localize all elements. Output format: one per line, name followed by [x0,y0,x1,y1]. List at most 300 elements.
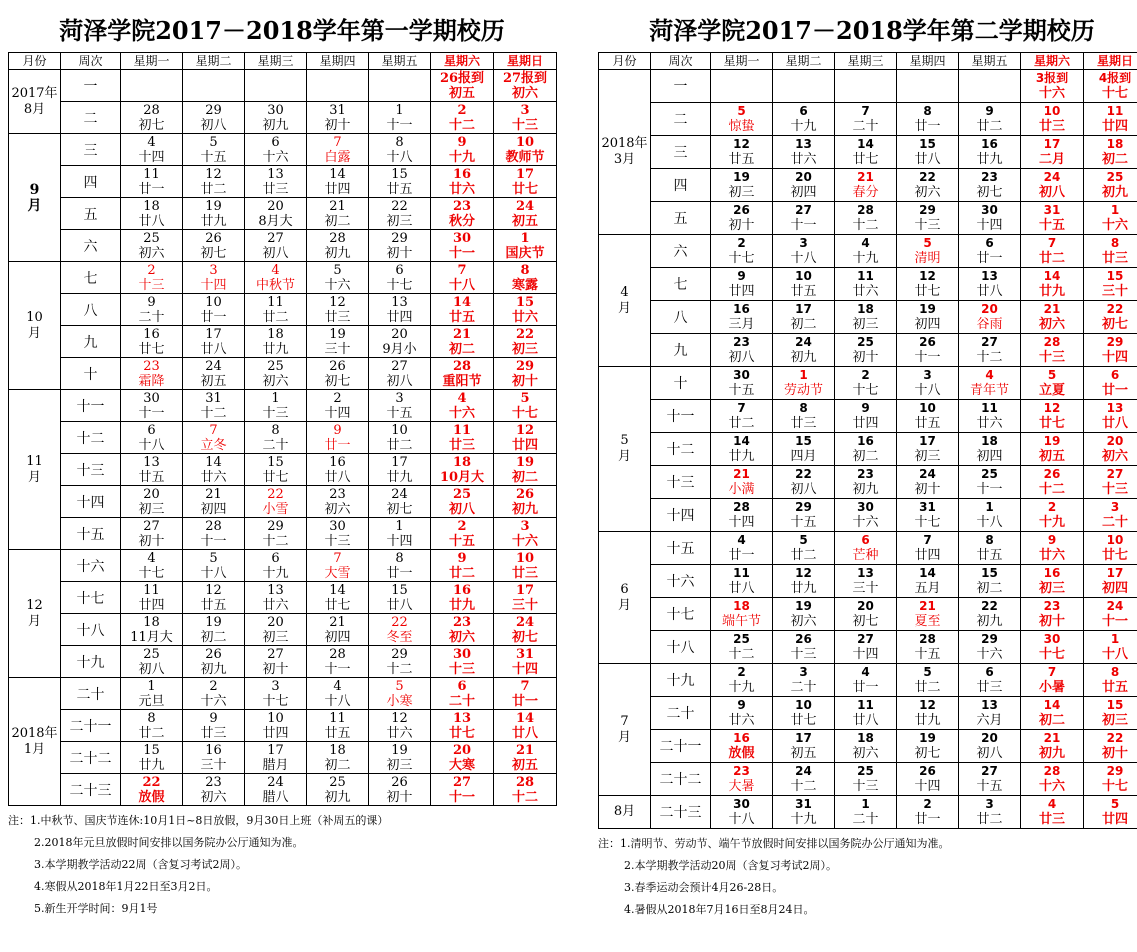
day-date: 6 [1110,368,1120,382]
day-date: 8 [1110,236,1120,250]
week-row [599,532,1137,565]
day-date: 22 [795,467,812,481]
month-cell: 8月 [599,796,651,829]
day-date: 16 [857,434,874,448]
day-date: 28 [329,230,346,246]
day-cell [773,499,835,532]
day-date: 19 [391,742,408,758]
week-number: 十三 [651,466,711,499]
day-date: 17 [391,454,408,470]
day-lunar: 初九 [324,789,351,805]
day-cell [835,433,897,466]
week-row [599,301,1137,334]
column-header: 星期二 [773,53,835,70]
day-cell [369,326,431,358]
day-cell [494,614,557,646]
day-date: 15 [1106,698,1124,712]
day-cell [959,730,1021,763]
day-lunar: 廿三 [790,416,817,431]
day-lunar: 廿四 [728,284,755,299]
day-cell [494,166,557,198]
day-date: 17 [205,326,222,342]
week-row [599,433,1137,466]
day-lunar: 初三 [262,629,289,645]
day-date: 20 [267,198,284,214]
day-date: 15 [1106,269,1124,283]
day-cell [1021,268,1084,301]
day-cell [897,103,959,136]
day-date: 25 [981,467,998,481]
week-number: 十二 [61,422,121,454]
day-lunar: 廿一 [728,548,755,563]
day-date: 31 [515,646,535,662]
day-date: 15 [919,137,936,151]
week-row [9,678,557,710]
day-cell [897,598,959,631]
week-number: 十一 [61,390,121,422]
day-date: 14 [329,166,346,182]
day-cell [307,262,369,294]
day-cell [959,796,1021,829]
day-lunar: 十四 [976,218,1003,233]
week-row [599,466,1137,499]
day-cell [307,390,369,422]
day-date: 5 [520,390,530,406]
day-lunar: 十六 [262,149,289,165]
day-lunar: 十九 [790,812,817,827]
day-date: 1 [395,518,404,534]
day-date: 26报到 [439,70,485,86]
day-lunar: 初七 [200,245,227,261]
day-cell [959,664,1021,697]
week-row [9,390,557,422]
day-cell [1021,433,1084,466]
column-header: 星期五 [369,53,431,70]
day-lunar: 廿九 [976,152,1003,167]
day-lunar: 秋分 [448,213,475,229]
day-date: 25 [733,632,750,646]
day-lunar: 廿七 [448,725,475,741]
day-lunar: 初八 [728,350,755,365]
day-lunar: 三十 [852,581,879,596]
day-cell [183,102,245,134]
day-cell [1021,631,1084,664]
month-cell: 6 月 [599,532,651,664]
day-date: 14 [857,137,874,151]
day-cell [494,134,557,166]
day-cell [959,169,1021,202]
day-cell [307,134,369,166]
day-lunar: 三十 [200,757,227,773]
day-lunar: 十八 [1101,647,1128,662]
day-cell [369,358,431,390]
day-cell [835,796,897,829]
column-header: 星期三 [245,53,307,70]
day-lunar: 初四 [200,501,227,517]
day-date: 2 [737,665,746,679]
day-date: 17 [919,434,936,448]
day-date: 7 [333,134,342,150]
day-date: 8 [923,104,932,118]
day-cell [494,742,557,774]
day-lunar: 元旦 [138,693,165,709]
day-date: 3 [271,678,280,694]
day-date: 8 [985,533,994,547]
day-lunar: 初八 [386,373,413,389]
day-lunar: 初四 [1101,581,1128,596]
day-lunar: 腊八 [262,789,289,805]
day-date: 20 [1106,434,1124,448]
day-date: 16 [143,326,160,342]
day-cell [494,710,557,742]
week-number: 十七 [61,582,121,614]
day-lunar: 廿四 [262,725,289,741]
day-date: 26 [391,774,408,790]
day-date: 18 [452,454,472,470]
month-cell: 2017年 8月 [9,70,61,134]
day-date: 28 [1043,764,1061,778]
day-lunar: 8月大 [258,213,293,229]
day-lunar: 初六 [790,614,817,629]
day-lunar: 初九 [1038,746,1065,761]
day-cell [1021,565,1084,598]
day-date: 28 [452,358,472,374]
day-cell [431,262,494,294]
day-date: 14 [515,710,535,726]
day-date: 20 [981,731,998,745]
day-cell [1084,466,1137,499]
day-lunar: 初六 [262,373,289,389]
day-lunar: 十三 [790,647,817,662]
day-date: 20 [143,486,160,502]
day-date: 28 [143,102,160,118]
day-lunar: 青年节 [969,383,1009,398]
week-number: 十七 [651,598,711,631]
day-lunar: 初六 [324,501,351,517]
week-row [599,664,1137,697]
day-date: 15 [795,434,812,448]
day-date: 1 [861,797,870,811]
day-lunar: 初八 [448,501,475,517]
day-cell [773,235,835,268]
day-date: 8 [520,262,530,278]
day-lunar: 十一 [324,661,351,677]
day-lunar: 十一 [448,789,475,805]
week-number: 十六 [651,565,711,598]
day-lunar: 廿五 [914,416,941,431]
day-cell [835,466,897,499]
day-date: 1 [985,500,994,514]
day-lunar: 十二 [976,350,1003,365]
week-number: 十 [651,367,711,400]
day-date: 23 [733,764,750,778]
day-cell [711,532,773,565]
day-date: 11 [857,698,874,712]
day-cell [773,301,835,334]
day-cell [1021,796,1084,829]
day-date: 4 [147,134,156,150]
day-cell [121,710,183,742]
day-cell [245,518,307,550]
day-date: 28 [1043,335,1061,349]
day-lunar: 初四 [324,629,351,645]
day-cell [369,390,431,422]
day-cell [307,102,369,134]
day-lunar: 廿八 [914,152,941,167]
day-cell [183,582,245,614]
week-number: 五 [61,198,121,230]
day-date: 13 [795,137,812,151]
week-row [599,499,1137,532]
day-cell [121,678,183,710]
day-cell [494,550,557,582]
day-lunar: 十一 [914,350,941,365]
day-cell [711,136,773,169]
day-cell [897,565,959,598]
day-cell [183,70,245,102]
day-lunar: 十三 [914,218,941,233]
day-cell [1084,268,1137,301]
day-lunar: 廿六 [448,181,475,197]
day-lunar: 廿二 [138,725,165,741]
day-cell [1084,169,1137,202]
week-number: 四 [61,166,121,198]
day-cell [307,710,369,742]
day-date: 17 [795,302,812,316]
day-cell [121,550,183,582]
day-cell [959,136,1021,169]
week-row [9,198,557,230]
day-date: 12 [919,269,936,283]
day-lunar: 廿八 [324,469,351,485]
day-date: 25 [143,646,160,662]
week-row [9,262,557,294]
day-lunar: 廿七 [324,597,351,613]
day-cell [1084,697,1137,730]
day-cell [431,646,494,678]
day-lunar: 初四 [790,185,817,200]
day-lunar: 初九 [976,614,1003,629]
day-cell [711,202,773,235]
day-cell [121,646,183,678]
day-date: 21 [1043,731,1061,745]
day-lunar: 廿八 [728,581,755,596]
day-cell [959,763,1021,796]
day-lunar: 十五 [200,149,227,165]
day-cell [897,268,959,301]
day-lunar: 十七 [138,565,165,581]
day-date: 28 [329,646,346,662]
day-date: 9 [985,104,994,118]
day-lunar: 初五 [200,373,227,389]
day-date: 19 [205,614,222,630]
day-date: 24 [795,335,812,349]
day-date: 26 [205,230,222,246]
day-date: 10 [795,269,812,283]
day-lunar: 初八 [976,746,1003,761]
week-row [9,614,557,646]
week-number: 十三 [61,454,121,486]
day-cell [711,334,773,367]
day-lunar: 十四 [386,533,413,549]
day-lunar: 十六 [511,533,538,549]
day-cell [183,390,245,422]
day-cell [773,598,835,631]
day-cell [245,166,307,198]
day-cell [959,631,1021,664]
month-cell: 7 月 [599,664,651,796]
day-cell [121,198,183,230]
day-lunar: 十一 [976,482,1003,497]
day-date: 12 [795,566,812,580]
column-header: 星期日 [494,53,557,70]
day-date: 17 [795,731,812,745]
day-cell [431,102,494,134]
day-cell [773,466,835,499]
day-date: 27 [267,646,284,662]
day-lunar: 十八 [200,565,227,581]
day-cell [711,565,773,598]
day-lunar: 十九 [262,565,289,581]
day-lunar: 廿二 [1038,251,1065,266]
day-date: 5 [395,678,404,694]
day-cell [711,631,773,664]
day-date: 24 [1106,599,1124,613]
day-cell [897,400,959,433]
day-lunar: 十三 [1038,350,1065,365]
day-date: 6 [985,236,994,250]
week-number: 十九 [651,664,711,697]
day-date: 1 [271,390,280,406]
day-lunar: 廿一 [200,309,227,325]
week-number: 二十 [61,678,121,710]
day-lunar: 廿八 [976,284,1003,299]
day-cell [183,518,245,550]
day-cell [1021,301,1084,334]
day-date: 2 [209,678,218,694]
day-date: 6 [147,422,156,438]
day-lunar: 十三 [511,117,538,133]
day-cell [959,235,1021,268]
day-lunar: 初五 [1038,449,1065,464]
day-cell [773,433,835,466]
day-date: 16 [1043,566,1061,580]
day-cell [431,454,494,486]
day-date: 25 [1106,170,1124,184]
day-lunar: 廿三 [262,181,289,197]
column-header: 星期一 [121,53,183,70]
day-cell [1021,664,1084,697]
day-lunar: 十二 [852,218,879,233]
day-date: 2 [457,102,467,118]
day-lunar: 初七 [914,746,941,761]
day-date: 31 [795,797,812,811]
day-date: 3 [923,368,932,382]
day-cell [494,294,557,326]
day-lunar: 十八 [138,437,165,453]
day-cell [369,134,431,166]
day-date: 29 [391,646,408,662]
day-cell [835,730,897,763]
day-cell [773,763,835,796]
day-lunar: 廿四 [914,548,941,563]
day-cell [773,631,835,664]
day-date: 21 [515,742,535,758]
day-cell [431,710,494,742]
day-cell [245,294,307,326]
day-lunar: 初四 [914,317,941,332]
day-date: 11 [329,710,346,726]
day-date: 28 [205,518,222,534]
day-cell [959,565,1021,598]
day-lunar: 初十 [386,245,413,261]
day-date: 14 [919,566,936,580]
day-lunar: 十七 [511,405,538,421]
week-number: 十二 [651,433,711,466]
day-cell [245,774,307,806]
day-cell [183,422,245,454]
day-cell [773,202,835,235]
day-date: 22 [391,614,408,630]
day-cell [245,230,307,262]
header-row [9,53,557,70]
day-date: 20 [795,170,812,184]
day-date: 5 [737,104,746,118]
day-lunar: 放假 [728,746,755,761]
day-cell [897,136,959,169]
day-cell [711,730,773,763]
day-date: 4 [985,368,994,382]
day-lunar: 初三 [852,317,879,332]
day-date: 27 [452,774,472,790]
day-lunar: 初十 [262,661,289,677]
note-line: 2.2018年元旦放假时间安排以国务院办公厅通知为准。 [34,836,304,849]
day-lunar: 十三 [1101,482,1128,497]
week-number: 十四 [61,486,121,518]
day-lunar: 十七 [262,693,289,709]
day-lunar: 廿二 [448,565,475,581]
day-lunar: 十四 [200,277,227,293]
day-lunar: 十二 [511,789,538,805]
day-lunar: 廿一 [138,181,165,197]
day-lunar: 大雪 [324,565,351,581]
column-header: 星期五 [959,53,1021,70]
day-date: 11 [981,401,998,415]
day-date: 19 [795,599,812,613]
day-lunar: 廿八 [138,213,165,229]
day-cell [245,262,307,294]
day-cell [711,103,773,136]
calendar-table [8,52,557,806]
day-cell [773,70,835,103]
day-date: 28 [733,500,750,514]
day-lunar: 廿四 [1101,812,1128,827]
day-cell [183,774,245,806]
day-cell [773,664,835,697]
week-number: 六 [61,230,121,262]
week-number: 五 [651,202,711,235]
day-cell [183,710,245,742]
day-lunar: 腊月 [262,757,289,773]
day-date: 20 [452,742,472,758]
day-date: 1 [395,102,404,118]
day-cell [431,518,494,550]
day-date: 26 [329,358,346,374]
day-lunar: 冬至 [386,629,413,645]
day-cell [897,697,959,730]
day-lunar: 初六 [138,245,165,261]
day-lunar: 廿一 [976,251,1003,266]
